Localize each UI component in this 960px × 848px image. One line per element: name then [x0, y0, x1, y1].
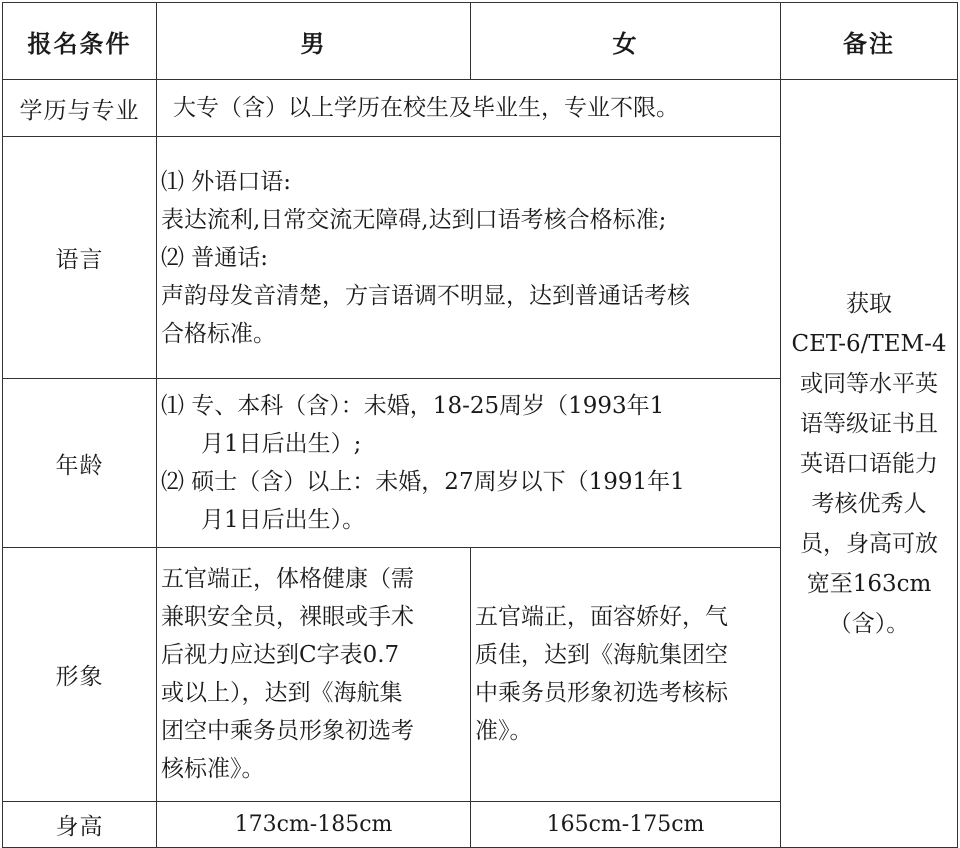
age-line: 月1日后出生）。	[201, 507, 366, 534]
header-remark: 备注	[781, 3, 958, 80]
appearance-male-line: 五官端正，体格健康（需	[161, 566, 414, 593]
remark-line: 语等级证书且	[800, 410, 938, 437]
header-male: 男	[157, 3, 471, 80]
remark-line: 或同等水平英	[800, 370, 938, 397]
appearance-male-line: 后视力应达到C字表0.7	[161, 642, 400, 669]
remark-line: 英语口语能力	[800, 450, 938, 477]
language-line: 表达流利,日常交流无障碍,达到口语考核合格标准;	[161, 206, 667, 233]
age-line: 月1日后出生）;	[201, 431, 362, 458]
remark-line: 宽至163cm	[806, 570, 932, 597]
age-line: ⑵ 硕士（含）以上：未婚，27周岁以下（1991年1	[161, 469, 685, 496]
appearance-male	[157, 547, 471, 801]
label-education: 学历与专业	[3, 80, 157, 137]
remark-line: 考核优秀人	[811, 490, 927, 517]
appearance-female	[471, 547, 781, 801]
language-line: ⑴ 外语口语:	[161, 168, 292, 195]
age-text	[157, 379, 781, 547]
header-row	[3, 3, 958, 80]
appearance-male-line: 团空中乘务员形象初选考	[161, 718, 414, 745]
label-age: 年龄	[3, 379, 157, 547]
height-male: 173cm-185cm	[157, 801, 471, 847]
remark-line: CET-6/TEM-4	[791, 330, 947, 357]
language-text	[157, 137, 781, 379]
remark-line: 获取	[846, 290, 892, 317]
appearance-male-line: 或以上），达到《海航集	[161, 680, 403, 707]
language-line: 合格标准。	[161, 320, 276, 347]
remark-cell	[781, 80, 958, 848]
label-language: 语言	[3, 137, 157, 379]
appearance-female-line: 准》。	[475, 718, 533, 745]
appearance-female-line: 五官端正，面容娇好，气	[475, 604, 728, 631]
label-appearance: 形象	[3, 547, 157, 801]
appearance-male-line: 核标准》。	[161, 756, 265, 783]
age-line: ⑴ 专、本科（含）：未婚，18-25周岁（1993年1	[161, 393, 665, 420]
appearance-male-line: 兼职安全员，裸眼或手术	[161, 604, 414, 631]
appearance-female-line: 中乘务员形象初选考核标	[475, 680, 728, 707]
header-condition: 报名条件	[3, 3, 157, 80]
remark-line: 员，身高可放	[800, 530, 938, 557]
language-line: ⑵ 普通话:	[161, 244, 269, 271]
row-education	[3, 80, 958, 137]
appearance-female-line: 质佳，达到《海航集团空	[475, 642, 728, 669]
language-line: 声韵母发音清楚，方言语调不明显，达到普通话考核	[161, 282, 690, 309]
requirements-table	[2, 2, 958, 848]
label-height: 身高	[3, 801, 157, 847]
header-female: 女	[471, 3, 781, 80]
height-female: 165cm-175cm	[471, 801, 781, 847]
remark-line: （含）。	[828, 610, 910, 637]
education-text: 大专（含）以上学历在校生及毕业生，专业不限。	[157, 80, 781, 137]
